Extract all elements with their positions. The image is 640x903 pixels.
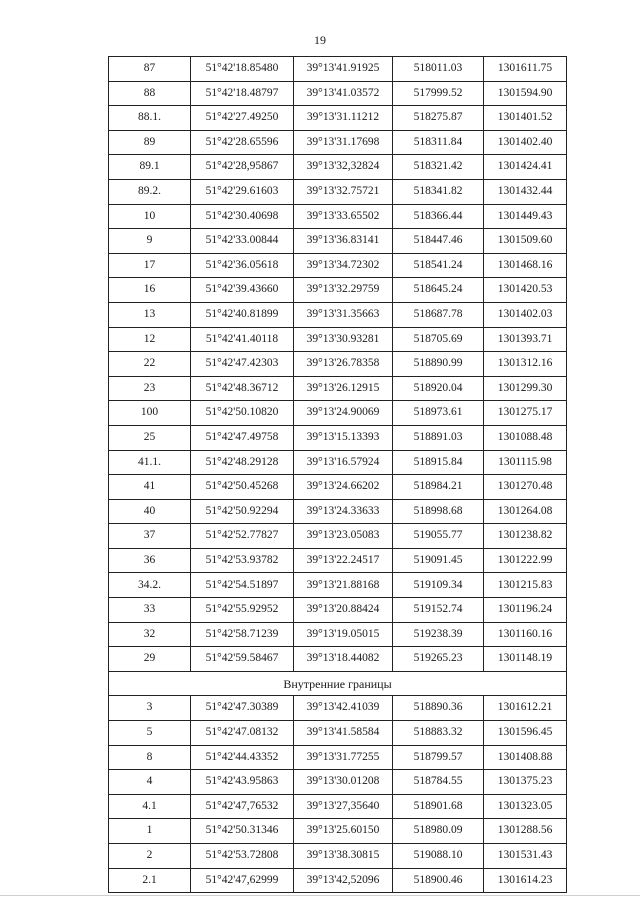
- longitude-cell: 39°13'31.11212: [294, 106, 393, 131]
- longitude-cell: 39°13'16.57924: [294, 450, 393, 475]
- point-id-cell: 4: [109, 770, 191, 795]
- longitude-cell: 39°13'31.17698: [294, 130, 393, 155]
- x-coordinate-cell: 518920.04: [393, 376, 484, 401]
- y-coordinate-cell: 1301375.23: [484, 770, 567, 795]
- point-id-cell: 89.2.: [109, 179, 191, 204]
- point-id-cell: 16: [109, 278, 191, 303]
- y-coordinate-cell: 1301238.82: [484, 524, 567, 549]
- table-row: [109, 352, 567, 377]
- point-id-cell: 29: [109, 647, 191, 672]
- longitude-cell: 39°13'41.58584: [294, 721, 393, 746]
- latitude-cell: 51°42'54.51897: [191, 573, 294, 598]
- x-coordinate-cell: 518541.24: [393, 253, 484, 278]
- table-row: [109, 179, 567, 204]
- table-row: [109, 770, 567, 795]
- y-coordinate-cell: 1301088.48: [484, 425, 567, 450]
- y-coordinate-cell: 1301432.44: [484, 179, 567, 204]
- longitude-cell: 39°13'25.60150: [294, 819, 393, 844]
- y-coordinate-cell: 1301299.30: [484, 376, 567, 401]
- x-coordinate-cell: 518447.46: [393, 229, 484, 254]
- longitude-cell: 39°13'41.91925: [294, 57, 393, 82]
- longitude-cell: 39°13'30.01208: [294, 770, 393, 795]
- longitude-cell: 39°13'32,32824: [294, 155, 393, 180]
- point-id-cell: 25: [109, 425, 191, 450]
- point-id-cell: 41.1.: [109, 450, 191, 475]
- latitude-cell: 51°42'53.72808: [191, 844, 294, 869]
- table-row: [109, 376, 567, 401]
- table-row: [109, 155, 567, 180]
- latitude-cell: 51°42'52.77827: [191, 524, 294, 549]
- table-row: [109, 327, 567, 352]
- x-coordinate-cell: 518275.87: [393, 106, 484, 131]
- table-row: [109, 573, 567, 598]
- point-id-cell: 13: [109, 302, 191, 327]
- y-coordinate-cell: 1301215.83: [484, 573, 567, 598]
- x-coordinate-cell: 519265.23: [393, 647, 484, 672]
- longitude-cell: 39°13'23.05083: [294, 524, 393, 549]
- table-row: [109, 721, 567, 746]
- y-coordinate-cell: 1301148.19: [484, 647, 567, 672]
- longitude-cell: 39°13'31.77255: [294, 745, 393, 770]
- coordinates-table: [108, 56, 567, 893]
- y-coordinate-cell: 1301468.16: [484, 253, 567, 278]
- table-row: [109, 106, 567, 131]
- latitude-cell: 51°42'47.49758: [191, 425, 294, 450]
- point-id-cell: 32: [109, 622, 191, 647]
- latitude-cell: 51°42'18.48797: [191, 81, 294, 106]
- longitude-cell: 39°13'36.83141: [294, 229, 393, 254]
- y-coordinate-cell: 1301393.71: [484, 327, 567, 352]
- y-coordinate-cell: 1301275.17: [484, 401, 567, 426]
- point-id-cell: 88: [109, 81, 191, 106]
- latitude-cell: 51°42'50.92294: [191, 499, 294, 524]
- latitude-cell: 51°42'47,76532: [191, 794, 294, 819]
- point-id-cell: 5: [109, 721, 191, 746]
- longitude-cell: 39°13'19.05015: [294, 622, 393, 647]
- x-coordinate-cell: 518973.61: [393, 401, 484, 426]
- longitude-cell: 39°13'22.24517: [294, 548, 393, 573]
- longitude-cell: 39°13'31.35663: [294, 302, 393, 327]
- latitude-cell: 51°42'50.45268: [191, 475, 294, 500]
- table-row: [109, 696, 567, 721]
- y-coordinate-cell: 1301531.43: [484, 844, 567, 869]
- y-coordinate-cell: 1301408.88: [484, 745, 567, 770]
- y-coordinate-cell: 1301611.75: [484, 57, 567, 82]
- table-row: [109, 253, 567, 278]
- x-coordinate-cell: 518891.03: [393, 425, 484, 450]
- x-coordinate-cell: 518915.84: [393, 450, 484, 475]
- x-coordinate-cell: 518645.24: [393, 278, 484, 303]
- point-id-cell: 23: [109, 376, 191, 401]
- x-coordinate-cell: 518890.99: [393, 352, 484, 377]
- y-coordinate-cell: 1301401.52: [484, 106, 567, 131]
- x-coordinate-cell: 518311.84: [393, 130, 484, 155]
- y-coordinate-cell: 1301115.98: [484, 450, 567, 475]
- y-coordinate-cell: 1301402.03: [484, 302, 567, 327]
- inner-section-header: [109, 671, 567, 696]
- table-row: [109, 499, 567, 524]
- y-coordinate-cell: 1301449.43: [484, 204, 567, 229]
- table-row: [109, 278, 567, 303]
- longitude-cell: 39°13'24.33633: [294, 499, 393, 524]
- latitude-cell: 51°42'39.43660: [191, 278, 294, 303]
- y-coordinate-cell: 1301196.24: [484, 598, 567, 623]
- x-coordinate-cell: 518705.69: [393, 327, 484, 352]
- point-id-cell: 17: [109, 253, 191, 278]
- y-coordinate-cell: 1301594.90: [484, 81, 567, 106]
- table-row: [109, 81, 567, 106]
- longitude-cell: 39°13'32.29759: [294, 278, 393, 303]
- table-row: [109, 302, 567, 327]
- latitude-cell: 51°42'43.95863: [191, 770, 294, 795]
- table-row: [109, 844, 567, 869]
- latitude-cell: 51°42'18.85480: [191, 57, 294, 82]
- latitude-cell: 51°42'41.40118: [191, 327, 294, 352]
- x-coordinate-cell: 518011.03: [393, 57, 484, 82]
- table-row: [109, 524, 567, 549]
- latitude-cell: 51°42'33.00844: [191, 229, 294, 254]
- table-row: [109, 622, 567, 647]
- y-coordinate-cell: 1301312.16: [484, 352, 567, 377]
- latitude-cell: 51°42'53.93782: [191, 548, 294, 573]
- latitude-cell: 51°42'29.61603: [191, 179, 294, 204]
- table-row: [109, 450, 567, 475]
- table-row: [109, 598, 567, 623]
- longitude-cell: 39°13'42.41039: [294, 696, 393, 721]
- y-coordinate-cell: 1301288.56: [484, 819, 567, 844]
- longitude-cell: 39°13'26.12915: [294, 376, 393, 401]
- longitude-cell: 39°13'18.44082: [294, 647, 393, 672]
- point-id-cell: 37: [109, 524, 191, 549]
- y-coordinate-cell: 1301323.05: [484, 794, 567, 819]
- latitude-cell: 51°42'48.29128: [191, 450, 294, 475]
- x-coordinate-cell: 519238.39: [393, 622, 484, 647]
- point-id-cell: 88.1.: [109, 106, 191, 131]
- y-coordinate-cell: 1301160.16: [484, 622, 567, 647]
- x-coordinate-cell: 518784.55: [393, 770, 484, 795]
- longitude-cell: 39°13'24.66202: [294, 475, 393, 500]
- latitude-cell: 51°42'48.36712: [191, 376, 294, 401]
- point-id-cell: 34.2.: [109, 573, 191, 598]
- table-row: [109, 745, 567, 770]
- table-row: [109, 647, 567, 672]
- longitude-cell: 39°13'33.65502: [294, 204, 393, 229]
- x-coordinate-cell: 519088.10: [393, 844, 484, 869]
- longitude-cell: 39°13'27,35640: [294, 794, 393, 819]
- latitude-cell: 51°42'28.65596: [191, 130, 294, 155]
- y-coordinate-cell: 1301614.23: [484, 868, 567, 893]
- x-coordinate-cell: 519055.77: [393, 524, 484, 549]
- table-row: [109, 475, 567, 500]
- latitude-cell: 51°42'28,95867: [191, 155, 294, 180]
- x-coordinate-cell: 519152.74: [393, 598, 484, 623]
- table-row: [109, 401, 567, 426]
- longitude-cell: 39°13'32.75721: [294, 179, 393, 204]
- longitude-cell: 39°13'41.03572: [294, 81, 393, 106]
- x-coordinate-cell: 518366.44: [393, 204, 484, 229]
- x-coordinate-cell: 517999.52: [393, 81, 484, 106]
- point-id-cell: 10: [109, 204, 191, 229]
- x-coordinate-cell: 518687.78: [393, 302, 484, 327]
- inner-boundary-rows: [109, 696, 567, 893]
- point-id-cell: 12: [109, 327, 191, 352]
- table-row: [109, 425, 567, 450]
- latitude-cell: 51°42'47.30389: [191, 696, 294, 721]
- y-coordinate-cell: 1301264.08: [484, 499, 567, 524]
- table-row: [109, 229, 567, 254]
- latitude-cell: 51°42'27.49250: [191, 106, 294, 131]
- table-row: [109, 794, 567, 819]
- longitude-cell: 39°13'24.90069: [294, 401, 393, 426]
- x-coordinate-cell: 518321.42: [393, 155, 484, 180]
- latitude-cell: 51°42'40.81899: [191, 302, 294, 327]
- latitude-cell: 51°42'50.31346: [191, 819, 294, 844]
- latitude-cell: 51°42'59.58467: [191, 647, 294, 672]
- point-id-cell: 40: [109, 499, 191, 524]
- table-row: [109, 868, 567, 893]
- table-row: [109, 204, 567, 229]
- x-coordinate-cell: 518883.32: [393, 721, 484, 746]
- latitude-cell: 51°42'47.42303: [191, 352, 294, 377]
- table-row: [109, 819, 567, 844]
- point-id-cell: 100: [109, 401, 191, 426]
- point-id-cell: 36: [109, 548, 191, 573]
- longitude-cell: 39°13'38.30815: [294, 844, 393, 869]
- x-coordinate-cell: 518998.68: [393, 499, 484, 524]
- point-id-cell: 8: [109, 745, 191, 770]
- latitude-cell: 51°42'44.43352: [191, 745, 294, 770]
- x-coordinate-cell: 518799.57: [393, 745, 484, 770]
- latitude-cell: 51°42'47.08132: [191, 721, 294, 746]
- x-coordinate-cell: 519109.34: [393, 573, 484, 598]
- y-coordinate-cell: 1301509.60: [484, 229, 567, 254]
- y-coordinate-cell: 1301612.21: [484, 696, 567, 721]
- x-coordinate-cell: 518984.21: [393, 475, 484, 500]
- table-row: [109, 130, 567, 155]
- point-id-cell: 9: [109, 229, 191, 254]
- section-title: Внутренние границы: [109, 671, 567, 696]
- point-id-cell: 4.1: [109, 794, 191, 819]
- latitude-cell: 51°42'50.10820: [191, 401, 294, 426]
- y-coordinate-cell: 1301402.40: [484, 130, 567, 155]
- longitude-cell: 39°13'34.72302: [294, 253, 393, 278]
- latitude-cell: 51°42'58.71239: [191, 622, 294, 647]
- point-id-cell: 33: [109, 598, 191, 623]
- point-id-cell: 1: [109, 819, 191, 844]
- x-coordinate-cell: 518900.46: [393, 868, 484, 893]
- x-coordinate-cell: 518341.82: [393, 179, 484, 204]
- point-id-cell: 22: [109, 352, 191, 377]
- longitude-cell: 39°13'42,52096: [294, 868, 393, 893]
- y-coordinate-cell: 1301420.53: [484, 278, 567, 303]
- x-coordinate-cell: 518901.68: [393, 794, 484, 819]
- y-coordinate-cell: 1301222.99: [484, 548, 567, 573]
- latitude-cell: 51°42'36.05618: [191, 253, 294, 278]
- longitude-cell: 39°13'26.78358: [294, 352, 393, 377]
- y-coordinate-cell: 1301424.41: [484, 155, 567, 180]
- point-id-cell: 87: [109, 57, 191, 82]
- page-bottom-divider: [0, 895, 640, 896]
- y-coordinate-cell: 1301596.45: [484, 721, 567, 746]
- x-coordinate-cell: 519091.45: [393, 548, 484, 573]
- x-coordinate-cell: 518980.09: [393, 819, 484, 844]
- point-id-cell: 89: [109, 130, 191, 155]
- table-row: [109, 548, 567, 573]
- x-coordinate-cell: 518890.36: [393, 696, 484, 721]
- point-id-cell: 3: [109, 696, 191, 721]
- longitude-cell: 39°13'21.88168: [294, 573, 393, 598]
- section-header-row: [109, 671, 567, 696]
- page-number: 19: [314, 33, 326, 47]
- longitude-cell: 39°13'15.13393: [294, 425, 393, 450]
- point-id-cell: 2.1: [109, 868, 191, 893]
- point-id-cell: 89.1: [109, 155, 191, 180]
- point-id-cell: 41: [109, 475, 191, 500]
- point-id-cell: 2: [109, 844, 191, 869]
- table-row: [109, 57, 567, 82]
- latitude-cell: 51°42'47,62999: [191, 868, 294, 893]
- latitude-cell: 51°42'55.92952: [191, 598, 294, 623]
- longitude-cell: 39°13'20.88424: [294, 598, 393, 623]
- y-coordinate-cell: 1301270.48: [484, 475, 567, 500]
- latitude-cell: 51°42'30.40698: [191, 204, 294, 229]
- outer-boundary-rows: [109, 57, 567, 672]
- longitude-cell: 39°13'30.93281: [294, 327, 393, 352]
